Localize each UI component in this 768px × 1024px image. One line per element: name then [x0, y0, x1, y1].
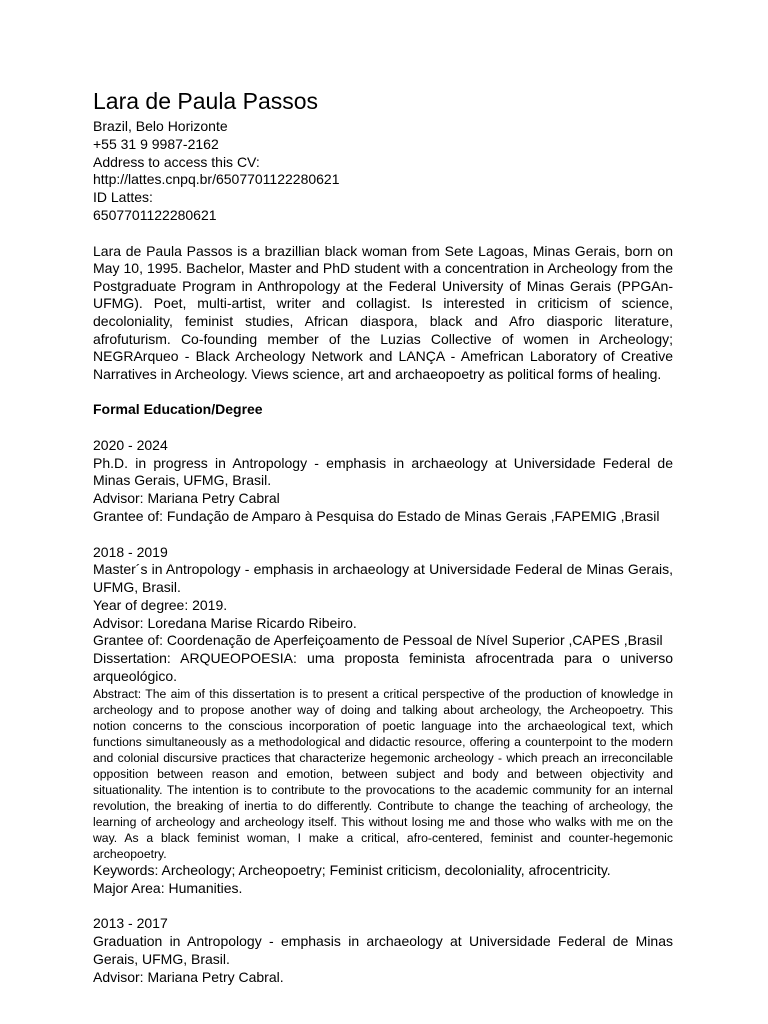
- education-entry-graduation: [93, 915, 673, 986]
- graduation-years: 2013 - 2017: [93, 915, 168, 932]
- phd-years: 2020 - 2024: [93, 436, 168, 453]
- education-entry-phd: [93, 437, 673, 526]
- cv-name: Lara de Paula Passos: [93, 88, 319, 114]
- phd-advisor: Advisor: Mariana Petry Cabral: [93, 490, 280, 507]
- address-url[interactable]: http://lattes.cnpq.br/6507701122280621: [93, 171, 340, 188]
- graduation-degree: Graduation in Antropology - emphasis in archaeology at Universidade Federal de Minas Gerais, UFMG, Brasil.: [93, 933, 673, 967]
- masters-major-area: Major Area: Humanities.: [93, 879, 243, 896]
- id-label: ID Lattes:: [93, 189, 153, 206]
- masters-keywords: Keywords: Archeology; Archeopoetry; Feminist criticism, decoloniality, afrocentricity.: [93, 861, 611, 878]
- bio-paragraph: Lara de Paula Passos is a brazillian black woman from Sete Lagoas, Minas Gerais, born on May 10, 1995. Bachelor, Master and PhD student with a concentration in Archeology from the Postgraduate Program in Anthropology at the Federal University of Minas Gerais (PPGAn-UFMG). Poet, multi-artist, writer and collagist. Is interested in criticism of science, decoloniality, feminist studies, African diaspora, black and Afro diasporic literature, afrofuturism. Co-founding member of the Luzias Collective of women in Archeology; NEGRArqueo - Black Archeology Network and LANÇA - Amefrican Laboratory of Creative Narratives in Archeology. Views science, art and archaeopoetry as political forms of healing.: [93, 242, 673, 382]
- location: Brazil, Belo Horizonte: [93, 118, 228, 134]
- phd-degree: Ph.D. in progress in Antropology - emphasis in archaeology at Universidade Federal de Minas Gerais, UFMG, Brasil.: [93, 454, 673, 489]
- masters-abstract: Abstract: The aim of this dissertation is to present a critical perspective of the production of knowledge in archeology and to propose another way of doing and talking about archeology, the Archeopoetry. This notion concerns to the conscious incorporation of poetic language into the archaeological text, which functions simultaneously as a methodological and didactic resource, offering a counterpoint to the modern and colonial discursive practices that characterize hegemonic archeology - which preach an irreconcilable opposition between reason and emotion, between subject and body and between objectivity and situationality. The intention is to contribute to the provocations to the academic community for an internal revolution, the breaking of inertia to do differently. Contribute to change the teaching of archeology, the learning of archeology and archeology itself. This without losing me and those who walks with me on the way. As a black feminist woman, I make a critical, afro-centered, feminist and counter-hegemonic archeopoetry.: [93, 686, 673, 861]
- masters-years: 2018 - 2019: [93, 543, 168, 560]
- id-value: 6507701122280621: [93, 206, 217, 223]
- graduation-advisor: Advisor: Mariana Petry Cabral.: [93, 968, 284, 985]
- phd-grantee: Grantee of: Fundação de Amparo à Pesquisa do Estado de Minas Gerais ,FAPEMIG ,Brasil: [93, 507, 660, 524]
- masters-grantee: Grantee of: Coordenação de Aperfeiçoamento de Pessoal de Nível Superior ,CAPES ,Brasil: [93, 632, 663, 649]
- masters-advisor: Advisor: Loredana Marise Ricardo Ribeiro.: [93, 614, 357, 631]
- masters-degree: Master´s in Antropology - emphasis in archaeology at Universidade Federal de Minas Gerais, UFMG, Brasil.: [93, 561, 673, 596]
- masters-dissertation: Dissertation: ARQUEOPOESIA: uma proposta feminista afrocentrada para o universo arqueológico.: [93, 650, 673, 685]
- phone: +55 31 9 9987-2162: [93, 135, 219, 152]
- education-entry-masters: [93, 544, 673, 898]
- address-label: Address to access this CV:: [93, 153, 260, 170]
- cv-document: [93, 86, 673, 986]
- education-heading: Formal Education/Degree: [93, 401, 263, 418]
- masters-year-of-degree: Year of degree: 2019.: [93, 596, 228, 613]
